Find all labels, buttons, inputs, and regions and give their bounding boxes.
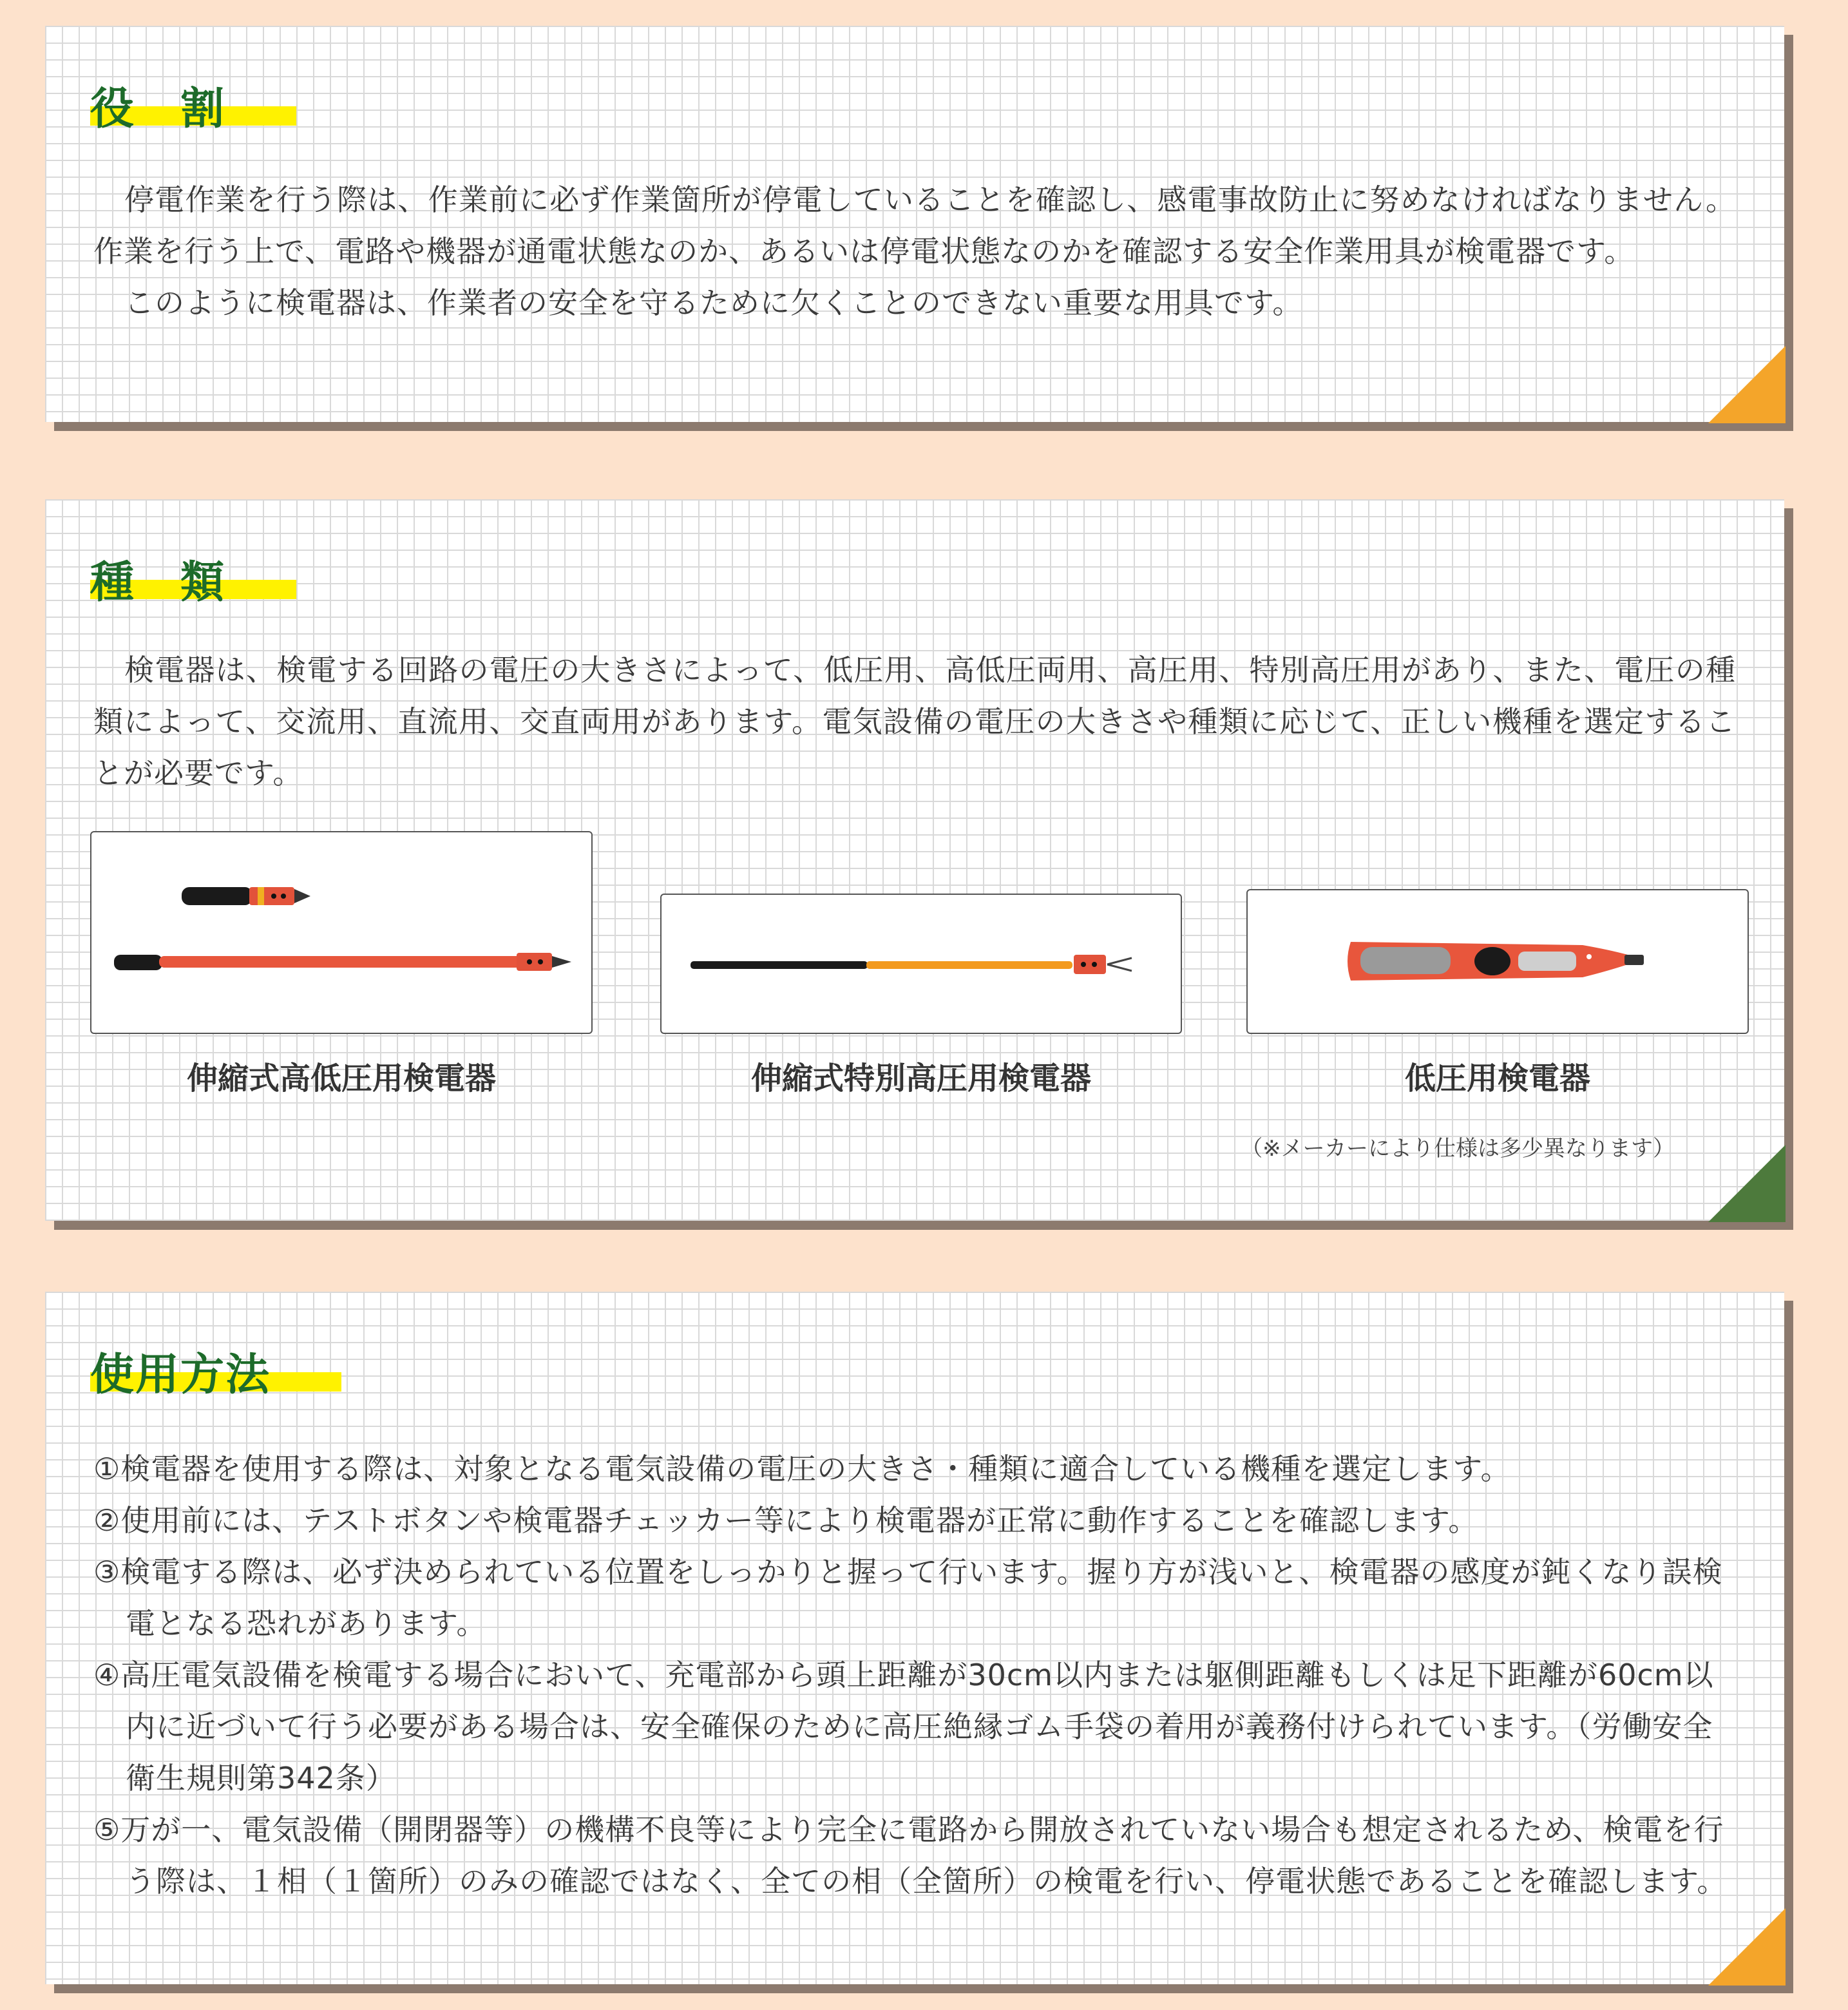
section-heading: 種 類 [90, 557, 226, 608]
product-caption: 低圧用検電器 [1404, 1060, 1590, 1096]
types-paragraph [93, 644, 1736, 799]
spec-note: （※メーカーにより仕様は多少異なります） [1241, 1136, 1675, 1162]
section-heading: 役 割 [90, 84, 226, 135]
usage-step: ③検電する際は、必ず決められている位置をしっかりと握って行います。握り方が浅いと、検電器の感度が鈍くなり誤検電となる恐れがあります。 [93, 1555, 1723, 1641]
usage-step: ①検電器を使用する際は、対象となる電気設備の電圧の大きさ・種類に適合している機種を選定します。 [93, 1451, 1511, 1486]
usage-section [45, 1292, 1784, 1984]
usage-step: ④高圧電気設備を検電する場合において、充電部から頭上距離が30cm以内または躯側距離もしくは足下距離が60cm以内に近づいて行う必要がある場合は、安全確保のために高圧絶縁ゴム手袋の着用が義務付けられています。（労働安全衛生規則第342条） [93, 1658, 1714, 1795]
types-section [45, 499, 1784, 1221]
role-section [45, 26, 1784, 422]
product-image-telescopic-high-low [90, 831, 593, 1034]
role-paragraphs [93, 174, 1736, 329]
telescopic-detector-illustration [91, 832, 591, 1033]
usage-step: ⑤万が一、電気設備（開閉器等）の機構不良等により完全に電路から開放されていない場合も想定されるため、検電を行う際は、１相（１箇所）のみの確認ではなく、全ての相（全箇所）の検電を行い、停電状態であることを確認します。 [93, 1812, 1728, 1899]
product-caption: 伸縮式高低圧用検電器 [186, 1060, 496, 1096]
page-fold-corner [1708, 346, 1786, 423]
low-voltage-detector-illustration [1248, 890, 1748, 1033]
product-image-low-voltage [1246, 889, 1749, 1034]
paragraph: このように検電器は、作業者の安全を守るために欠くことのできない重要な用具です。 [124, 285, 1303, 320]
paragraph: 停電作業を行う際は、作業前に必ず作業箇所が停電していることを確認し、感電事故防止に努めなければなりません。作業を行う上で、電路や機器が通電状態なのか、あるいは停電状態なのかを確認する安全作業用具が検電器です。 [93, 182, 1736, 269]
page-fold-corner [1708, 1145, 1786, 1222]
page-fold-corner [1708, 1908, 1786, 1986]
usage-step: ②使用前には、テストボタンや検電器チェッカー等により検電器が正常に動作することを確認します。 [93, 1503, 1479, 1538]
product-image-telescopic-extra-high [660, 894, 1182, 1034]
extra-high-detector-illustration [662, 895, 1181, 1033]
paragraph: 検電器は、検電する回路の電圧の大きさによって、低圧用、高低圧両用、高圧用、特別高圧用があり、また、電圧の種類によって、交流用、直流用、交直両用があります。電気設備の電圧の大きさや種類に応じて、正しい機種を選定することが必要です。 [93, 653, 1736, 790]
usage-steps [93, 1443, 1736, 1907]
product-caption: 伸縮式特別高圧用検電器 [750, 1060, 1091, 1096]
section-heading: 使用方法 [90, 1350, 271, 1401]
